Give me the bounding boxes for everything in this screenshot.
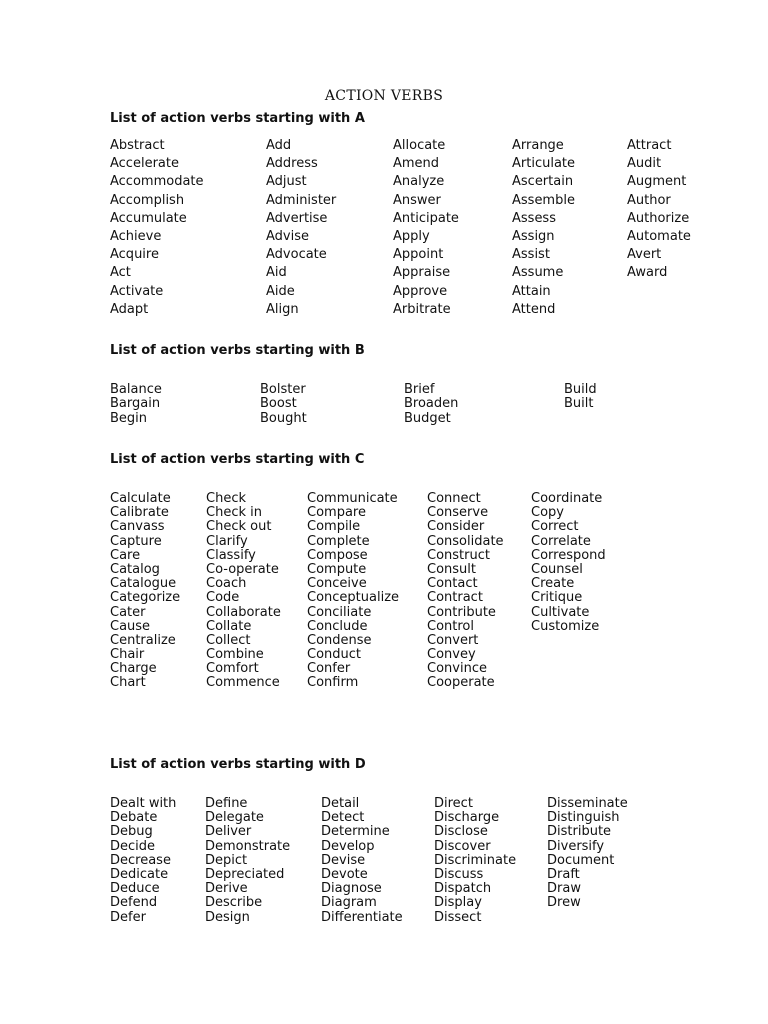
verb-item: Collect xyxy=(206,632,251,648)
verb-item: Convince xyxy=(427,661,487,677)
verb-item: Add xyxy=(266,138,292,153)
verb-column-a-5 xyxy=(627,137,691,283)
verb-item: Control xyxy=(427,618,474,634)
verb-item: Develop xyxy=(321,838,375,854)
verb-column-a-4 xyxy=(512,137,575,319)
verb-item: Collaborate xyxy=(206,604,281,620)
verb-item: Correlate xyxy=(531,533,591,549)
verb-item: Dealt with xyxy=(110,796,177,811)
verb-item: Classify xyxy=(206,547,256,563)
verb-item: Consider xyxy=(427,519,485,535)
verb-item: Allocate xyxy=(393,138,446,153)
verb-item: Attend xyxy=(512,301,556,317)
verb-item: Build xyxy=(564,382,597,397)
verb-item: Aide xyxy=(266,283,295,299)
verb-item: Accumulate xyxy=(110,210,187,226)
verb-item: Appraise xyxy=(393,265,451,281)
verb-item: Detect xyxy=(321,810,365,826)
verb-item: Apply xyxy=(393,228,430,244)
verb-item: Conclude xyxy=(307,618,368,634)
verb-item: Discover xyxy=(434,838,491,854)
verb-item: Administer xyxy=(266,192,337,208)
verb-item: Assist xyxy=(512,247,550,263)
verb-item: Amend xyxy=(393,156,440,172)
verb-item: Compile xyxy=(307,519,361,535)
verb-item: Advocate xyxy=(266,247,327,263)
verb-column-c-2 xyxy=(206,492,281,691)
verb-column-c-4 xyxy=(427,492,504,691)
verb-item: Automate xyxy=(627,228,691,244)
verb-item: Award xyxy=(627,265,668,281)
verb-item: Clarify xyxy=(206,533,248,549)
verb-item: Check out xyxy=(206,519,272,535)
verb-item: Brief xyxy=(404,382,435,397)
verb-column-b-2 xyxy=(260,383,307,426)
verb-item: Arrange xyxy=(512,138,564,153)
verb-item: Care xyxy=(110,547,141,563)
verb-column-b-4 xyxy=(564,383,597,412)
verb-item: Draw xyxy=(547,881,581,897)
verb-item: Debate xyxy=(110,810,158,826)
section-heading-b: List of action verbs starting with B xyxy=(110,343,365,358)
verb-item: Abstract xyxy=(110,138,165,153)
verb-item: Describe xyxy=(205,895,263,911)
verb-item: Decrease xyxy=(110,852,171,868)
verb-item: Check in xyxy=(206,505,262,521)
verb-item: Adapt xyxy=(110,301,149,317)
verb-item: Defend xyxy=(110,895,158,911)
verb-item: Connect xyxy=(427,491,481,506)
verb-item: Disseminate xyxy=(547,796,628,811)
verb-column-a-1 xyxy=(110,137,204,319)
verb-item: Document xyxy=(547,852,615,868)
verb-item: Demonstrate xyxy=(205,838,291,854)
verb-item: Align xyxy=(266,301,299,317)
verb-item: Diversify xyxy=(547,838,605,854)
section-heading-d: List of action verbs starting with D xyxy=(110,757,366,772)
verb-item: Discharge xyxy=(434,810,500,826)
verb-item: Depreciated xyxy=(205,866,285,882)
verb-item: Devote xyxy=(321,866,368,882)
verb-item: Activate xyxy=(110,283,164,299)
verb-item: Advise xyxy=(266,228,309,244)
verb-item: Advertise xyxy=(266,210,328,226)
verb-item: Create xyxy=(531,576,575,592)
verb-item: Confer xyxy=(307,661,351,677)
verb-item: Arbitrate xyxy=(393,301,451,317)
verb-item: Assemble xyxy=(512,192,575,208)
verb-item: Bought xyxy=(260,410,307,426)
verb-item: Assess xyxy=(512,210,556,226)
verb-item: Compare xyxy=(307,505,366,521)
verb-item: Chart xyxy=(110,675,146,691)
verb-item: Copy xyxy=(531,505,564,521)
verb-item: Balance xyxy=(110,382,162,397)
verb-item: Bargain xyxy=(110,396,161,412)
verb-column-c-1 xyxy=(110,492,180,691)
verb-item: Compose xyxy=(307,547,368,563)
verb-item: Correct xyxy=(531,519,579,535)
verb-item: Analyze xyxy=(393,174,445,190)
verb-item: Correspond xyxy=(531,547,606,563)
verb-item: Deliver xyxy=(205,824,252,840)
verb-item: Catalog xyxy=(110,561,160,577)
verb-item: Dispatch xyxy=(434,881,492,897)
verb-item: Confirm xyxy=(307,675,359,691)
verb-item: Conceptualize xyxy=(307,590,400,606)
verb-item: Delegate xyxy=(205,810,264,826)
verb-item: Assign xyxy=(512,228,555,244)
verb-item: Counsel xyxy=(531,561,583,577)
verb-column-c-5 xyxy=(531,492,606,634)
verb-item: Define xyxy=(205,796,248,811)
verb-item: Adjust xyxy=(266,174,307,190)
verb-item: Compute xyxy=(307,561,367,577)
verb-item: Differentiate xyxy=(321,909,403,925)
verb-item: Combine xyxy=(206,647,264,663)
verb-item: Devise xyxy=(321,852,366,868)
verb-item: Attain xyxy=(512,283,551,299)
verb-item: Categorize xyxy=(110,590,181,606)
verb-item: Dissect xyxy=(434,909,482,925)
verb-item: Centralize xyxy=(110,632,176,648)
verb-item: Design xyxy=(205,909,250,925)
document-title: ACTION VERBS xyxy=(324,88,444,104)
verb-item: Approve xyxy=(393,283,448,299)
verb-item: Distribute xyxy=(547,824,612,840)
verb-item: Act xyxy=(110,265,131,281)
verb-item: Discuss xyxy=(434,866,484,882)
verb-item: Check xyxy=(206,491,246,506)
verb-column-b-3 xyxy=(404,383,458,426)
verb-item: Collate xyxy=(206,618,252,634)
verb-item: Assume xyxy=(512,265,564,281)
verb-item: Deduce xyxy=(110,881,160,897)
verb-item: Cultivate xyxy=(531,604,590,620)
verb-item: Complete xyxy=(307,533,370,549)
verb-item: Defer xyxy=(110,909,146,925)
verb-item: Dedicate xyxy=(110,866,169,882)
verb-item: Audit xyxy=(627,156,662,172)
verb-item: Author xyxy=(627,192,671,208)
verb-item: Catalogue xyxy=(110,576,177,592)
verb-item: Acquire xyxy=(110,247,159,263)
verb-item: Display xyxy=(434,895,482,911)
verb-item: Conserve xyxy=(427,505,489,521)
section-heading-c: List of action verbs starting with C xyxy=(110,452,365,467)
verb-item: Coordinate xyxy=(531,491,603,506)
verb-column-b-1 xyxy=(110,383,162,426)
verb-item: Aid xyxy=(266,265,287,281)
verb-item: Commence xyxy=(206,675,280,691)
verb-item: Attract xyxy=(627,138,672,153)
verb-column-d-2 xyxy=(205,797,290,925)
verb-item: Discriminate xyxy=(434,852,517,868)
verb-item: Consolidate xyxy=(427,533,504,549)
verb-item: Distinguish xyxy=(547,810,620,826)
verb-item: Articulate xyxy=(512,156,576,172)
verb-item: Decide xyxy=(110,838,156,854)
verb-item: Customize xyxy=(531,618,600,634)
verb-item: Cater xyxy=(110,604,146,620)
verb-item: Contract xyxy=(427,590,483,606)
verb-item: Chair xyxy=(110,647,145,663)
verb-item: Accelerate xyxy=(110,156,179,172)
verb-column-a-2 xyxy=(266,137,336,319)
verb-item: Consult xyxy=(427,561,476,577)
verb-item: Answer xyxy=(393,192,441,208)
verb-item: Convey xyxy=(427,647,476,663)
verb-item: Budget xyxy=(404,410,451,426)
verb-item: Cause xyxy=(110,618,151,634)
verb-column-a-3 xyxy=(393,137,459,319)
verb-item: Broaden xyxy=(404,396,459,412)
verb-item: Calibrate xyxy=(110,505,169,521)
verb-column-d-4 xyxy=(434,797,516,925)
verb-item: Convert xyxy=(427,632,479,648)
verb-item: Determine xyxy=(321,824,390,840)
verb-item: Conduct xyxy=(307,647,362,663)
verb-item: Condense xyxy=(307,632,372,648)
verb-item: Achieve xyxy=(110,228,162,244)
verb-item: Critique xyxy=(531,590,583,606)
verb-item: Direct xyxy=(434,796,473,811)
verb-item: Avert xyxy=(627,247,662,263)
verb-item: Draft xyxy=(547,866,580,882)
verb-item: Derive xyxy=(205,881,248,897)
verb-column-d-1 xyxy=(110,797,176,925)
verb-item: Co-operate xyxy=(206,561,279,577)
verb-item: Begin xyxy=(110,410,148,426)
verb-item: Augment xyxy=(627,174,687,190)
verb-item: Drew xyxy=(547,895,581,911)
verb-item: Cooperate xyxy=(427,675,495,691)
verb-item: Capture xyxy=(110,533,162,549)
verb-item: Detail xyxy=(321,796,360,811)
verb-item: Accomplish xyxy=(110,192,185,208)
verb-item: Diagnose xyxy=(321,881,382,897)
verb-column-c-3 xyxy=(307,492,399,691)
verb-item: Built xyxy=(564,396,594,412)
verb-item: Calculate xyxy=(110,491,171,506)
verb-item: Conciliate xyxy=(307,604,372,620)
verb-item: Appoint xyxy=(393,247,444,263)
verb-item: Depict xyxy=(205,852,248,868)
verb-item: Contact xyxy=(427,576,478,592)
verb-item: Construct xyxy=(427,547,490,563)
verb-item: Ascertain xyxy=(512,174,574,190)
verb-item: Address xyxy=(266,156,318,172)
verb-item: Boost xyxy=(260,396,297,412)
verb-column-d-5 xyxy=(547,797,628,911)
verb-item: Conceive xyxy=(307,576,367,592)
verb-item: Contribute xyxy=(427,604,496,620)
verb-item: Diagram xyxy=(321,895,377,911)
verb-item: Code xyxy=(206,590,240,606)
verb-item: Comfort xyxy=(206,661,259,677)
section-heading-a: List of action verbs starting with A xyxy=(110,111,365,126)
verb-item: Disclose xyxy=(434,824,488,840)
verb-item: Bolster xyxy=(260,382,306,397)
verb-item: Debug xyxy=(110,824,153,840)
verb-item: Accommodate xyxy=(110,174,204,190)
verb-item: Canvass xyxy=(110,519,165,535)
verb-column-d-3 xyxy=(321,797,403,925)
verb-item: Authorize xyxy=(627,210,690,226)
verb-item: Charge xyxy=(110,661,157,677)
verb-item: Coach xyxy=(206,576,247,592)
verb-item: Communicate xyxy=(307,491,398,506)
verb-item: Anticipate xyxy=(393,210,459,226)
